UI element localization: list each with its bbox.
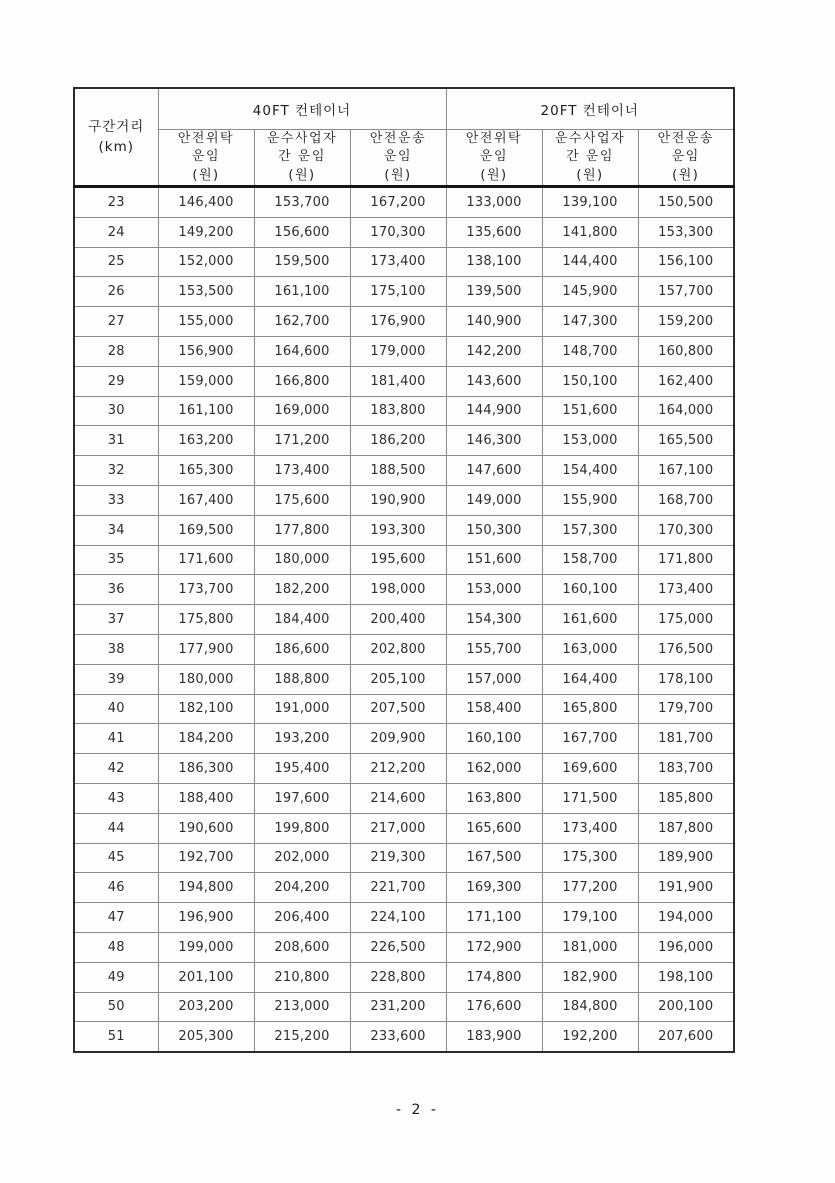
- fare-cell: 207,500: [350, 694, 446, 724]
- fare-cell: 196,000: [638, 932, 734, 962]
- fare-cell: 148,700: [542, 336, 638, 366]
- distance-cell: 39: [74, 664, 158, 694]
- fare-cell: 171,600: [158, 545, 254, 575]
- fare-cell: 142,200: [446, 336, 542, 366]
- fare-cell: 180,000: [158, 664, 254, 694]
- fare-cell: 210,800: [254, 962, 350, 992]
- fare-cell: 144,900: [446, 396, 542, 426]
- fare-cell: 171,800: [638, 545, 734, 575]
- fare-cell: 149,000: [446, 485, 542, 515]
- table-row: [74, 426, 734, 456]
- distance-cell: 32: [74, 456, 158, 486]
- fare-cell: 165,500: [638, 426, 734, 456]
- fare-cell: 161,100: [254, 277, 350, 307]
- table-row: [74, 396, 734, 426]
- fare-cell: 185,800: [638, 783, 734, 813]
- fare-cell: 170,300: [638, 515, 734, 545]
- fare-cell: 176,500: [638, 634, 734, 664]
- fare-cell: 161,100: [158, 396, 254, 426]
- fare-cell: 209,900: [350, 724, 446, 754]
- fare-cell: 194,800: [158, 873, 254, 903]
- table-row: [74, 217, 734, 247]
- table-row: [74, 843, 734, 873]
- fare-cell: 154,400: [542, 456, 638, 486]
- table-row: [74, 754, 734, 784]
- fare-cell: 163,200: [158, 426, 254, 456]
- distance-cell: 45: [74, 843, 158, 873]
- fare-cell: 151,600: [542, 396, 638, 426]
- distance-cell: 35: [74, 545, 158, 575]
- fare-cell: 184,800: [542, 992, 638, 1022]
- fare-cell: 201,100: [158, 962, 254, 992]
- fare-cell: 157,700: [638, 277, 734, 307]
- fare-cell: 221,700: [350, 873, 446, 903]
- fare-cell: 171,100: [446, 903, 542, 933]
- page-number: - 2 -: [396, 1102, 439, 1118]
- fare-cell: 192,700: [158, 843, 254, 873]
- header-group-row: [74, 88, 734, 130]
- fare-cell: 183,900: [446, 1022, 542, 1052]
- fare-cell: 150,100: [542, 366, 638, 396]
- fare-cell: 181,700: [638, 724, 734, 754]
- fare-cell: 156,900: [158, 336, 254, 366]
- fare-cell: 188,500: [350, 456, 446, 486]
- fare-cell: 160,100: [542, 575, 638, 605]
- fare-cell: 146,400: [158, 187, 254, 218]
- table-row: [74, 545, 734, 575]
- table-row: [74, 456, 734, 486]
- fare-cell: 153,300: [638, 217, 734, 247]
- table-row: [74, 187, 734, 218]
- fare-cell: 156,100: [638, 247, 734, 277]
- fare-cell: 162,000: [446, 754, 542, 784]
- fare-cell: 155,700: [446, 634, 542, 664]
- distance-cell: 44: [74, 813, 158, 843]
- fare-cell: 181,000: [542, 932, 638, 962]
- fare-cell: 195,600: [350, 545, 446, 575]
- distance-cell: 26: [74, 277, 158, 307]
- fare-cell: 219,300: [350, 843, 446, 873]
- fare-cell: 159,200: [638, 307, 734, 337]
- fare-cell: 198,100: [638, 962, 734, 992]
- fare-cell: 159,000: [158, 366, 254, 396]
- fare-cell: 179,100: [542, 903, 638, 933]
- fare-cell: 167,500: [446, 843, 542, 873]
- distance-cell: 50: [74, 992, 158, 1022]
- fare-cell: 173,400: [350, 247, 446, 277]
- fare-cell: 161,600: [542, 605, 638, 635]
- fare-cell: 157,300: [542, 515, 638, 545]
- fare-cell: 233,600: [350, 1022, 446, 1052]
- subheader-20ft-consign-fare: 안전위탁 운임 (원): [446, 130, 542, 187]
- distance-cell: 31: [74, 426, 158, 456]
- fare-cell: 177,800: [254, 515, 350, 545]
- fare-cell: 187,800: [638, 813, 734, 843]
- fare-cell: 169,300: [446, 873, 542, 903]
- fare-cell: 191,900: [638, 873, 734, 903]
- distance-cell: 42: [74, 754, 158, 784]
- fare-cell: 190,900: [350, 485, 446, 515]
- table-row: [74, 605, 734, 635]
- table-body: [74, 187, 734, 1053]
- fare-cell: 146,300: [446, 426, 542, 456]
- group-header-40ft: 40FT 컨테이너: [158, 88, 446, 130]
- fare-cell: 205,100: [350, 664, 446, 694]
- fare-cell: 199,000: [158, 932, 254, 962]
- distance-cell: 25: [74, 247, 158, 277]
- fare-cell: 141,800: [542, 217, 638, 247]
- fare-cell: 215,200: [254, 1022, 350, 1052]
- fare-cell: 163,000: [542, 634, 638, 664]
- subheader-20ft-transport-fare: 안전운송 운임 (원): [638, 130, 734, 187]
- fare-cell: 163,800: [446, 783, 542, 813]
- fare-cell: 169,500: [158, 515, 254, 545]
- distance-header-line2: (km): [98, 139, 134, 155]
- fare-cell: 196,900: [158, 903, 254, 933]
- distance-cell: 38: [74, 634, 158, 664]
- fare-cell: 194,000: [638, 903, 734, 933]
- fare-cell: 164,600: [254, 336, 350, 366]
- fare-cell: 188,400: [158, 783, 254, 813]
- fare-cell: 212,200: [350, 754, 446, 784]
- table-row: [74, 873, 734, 903]
- fare-cell: 166,800: [254, 366, 350, 396]
- fare-cell: 138,100: [446, 247, 542, 277]
- fare-cell: 170,300: [350, 217, 446, 247]
- table-row: [74, 783, 734, 813]
- distance-cell: 30: [74, 396, 158, 426]
- table-row: [74, 485, 734, 515]
- fare-cell: 153,000: [446, 575, 542, 605]
- fare-cell: 191,000: [254, 694, 350, 724]
- fare-cell: 184,200: [158, 724, 254, 754]
- fare-cell: 184,400: [254, 605, 350, 635]
- fare-cell: 155,000: [158, 307, 254, 337]
- fare-cell: 186,200: [350, 426, 446, 456]
- subheader-40ft-carrier-fare: 운수사업자 간 운임 (원): [254, 130, 350, 187]
- table-row: [74, 962, 734, 992]
- fare-cell: 160,800: [638, 336, 734, 366]
- fare-cell: 152,000: [158, 247, 254, 277]
- table-row: [74, 903, 734, 933]
- distance-cell: 51: [74, 1022, 158, 1052]
- distance-column-header: [74, 88, 158, 187]
- distance-cell: 23: [74, 187, 158, 218]
- fare-cell: 153,700: [254, 187, 350, 218]
- fare-cell: 203,200: [158, 992, 254, 1022]
- fare-cell: 214,600: [350, 783, 446, 813]
- subheader-40ft-transport-fare: 안전운송 운임 (원): [350, 130, 446, 187]
- fare-cell: 198,000: [350, 575, 446, 605]
- fare-cell: 167,700: [542, 724, 638, 754]
- fare-cell: 192,200: [542, 1022, 638, 1052]
- distance-cell: 49: [74, 962, 158, 992]
- fare-cell: 202,800: [350, 634, 446, 664]
- fare-cell: 169,000: [254, 396, 350, 426]
- fare-cell: 147,300: [542, 307, 638, 337]
- fare-cell: 155,900: [542, 485, 638, 515]
- table-row: [74, 694, 734, 724]
- fare-cell: 171,200: [254, 426, 350, 456]
- fare-cell: 151,600: [446, 545, 542, 575]
- table-row: [74, 724, 734, 754]
- table-row: [74, 307, 734, 337]
- fare-cell: 182,100: [158, 694, 254, 724]
- fare-cell: 167,100: [638, 456, 734, 486]
- distance-cell: 28: [74, 336, 158, 366]
- fare-cell: 153,000: [542, 426, 638, 456]
- subheader-20ft-carrier-fare: 운수사업자 간 운임 (원): [542, 130, 638, 187]
- distance-cell: 27: [74, 307, 158, 337]
- distance-cell: 36: [74, 575, 158, 605]
- fare-cell: 176,600: [446, 992, 542, 1022]
- fare-cell: 183,800: [350, 396, 446, 426]
- fare-cell: 139,500: [446, 277, 542, 307]
- fare-cell: 179,700: [638, 694, 734, 724]
- fare-cell: 183,700: [638, 754, 734, 784]
- distance-cell: 33: [74, 485, 158, 515]
- distance-cell: 37: [74, 605, 158, 635]
- fare-cell: 189,900: [638, 843, 734, 873]
- fare-cell: 173,700: [158, 575, 254, 605]
- fare-cell: 164,000: [638, 396, 734, 426]
- fare-cell: 177,900: [158, 634, 254, 664]
- fare-cell: 190,600: [158, 813, 254, 843]
- distance-header-line1: 구간거리: [88, 118, 145, 135]
- distance-cell: 34: [74, 515, 158, 545]
- fare-cell: 204,200: [254, 873, 350, 903]
- fare-cell: 186,300: [158, 754, 254, 784]
- fare-cell: 135,600: [446, 217, 542, 247]
- fare-cell: 193,300: [350, 515, 446, 545]
- fare-cell: 143,600: [446, 366, 542, 396]
- table-row: [74, 992, 734, 1022]
- table-row: [74, 247, 734, 277]
- fare-cell: 188,800: [254, 664, 350, 694]
- fare-cell: 157,000: [446, 664, 542, 694]
- distance-cell: 47: [74, 903, 158, 933]
- table-row: [74, 277, 734, 307]
- fare-cell: 159,500: [254, 247, 350, 277]
- fare-cell: 193,200: [254, 724, 350, 754]
- fare-cell: 153,500: [158, 277, 254, 307]
- fare-cell: 173,400: [254, 456, 350, 486]
- fare-cell: 179,000: [350, 336, 446, 366]
- table-row: [74, 1022, 734, 1052]
- fare-cell: 217,000: [350, 813, 446, 843]
- table-row: [74, 634, 734, 664]
- fare-cell: 162,700: [254, 307, 350, 337]
- fare-cell: 171,500: [542, 783, 638, 813]
- fare-cell: 164,400: [542, 664, 638, 694]
- table-row: [74, 932, 734, 962]
- fare-cell: 168,700: [638, 485, 734, 515]
- fare-cell: 180,000: [254, 545, 350, 575]
- fare-cell: 165,600: [446, 813, 542, 843]
- fare-cell: 182,200: [254, 575, 350, 605]
- fare-cell: 207,600: [638, 1022, 734, 1052]
- header-sub-row: [74, 130, 734, 187]
- fare-cell: 156,600: [254, 217, 350, 247]
- distance-cell: 24: [74, 217, 158, 247]
- table-row: [74, 515, 734, 545]
- fare-cell: 175,600: [254, 485, 350, 515]
- fare-cell: 172,900: [446, 932, 542, 962]
- fare-cell: 224,100: [350, 903, 446, 933]
- fare-cell: 158,400: [446, 694, 542, 724]
- fare-cell: 149,200: [158, 217, 254, 247]
- fare-cell: 158,700: [542, 545, 638, 575]
- fare-cell: 154,300: [446, 605, 542, 635]
- fare-cell: 150,500: [638, 187, 734, 218]
- fare-cell: 181,400: [350, 366, 446, 396]
- fare-cell: 197,600: [254, 783, 350, 813]
- fare-cell: 199,800: [254, 813, 350, 843]
- fare-cell: 165,300: [158, 456, 254, 486]
- fare-cell: 150,300: [446, 515, 542, 545]
- fare-cell: 176,900: [350, 307, 446, 337]
- container-fare-table: [73, 87, 735, 1053]
- fare-cell: 162,400: [638, 366, 734, 396]
- fare-cell: 147,600: [446, 456, 542, 486]
- fare-cell: 144,400: [542, 247, 638, 277]
- fare-cell: 213,000: [254, 992, 350, 1022]
- fare-cell: 200,100: [638, 992, 734, 1022]
- distance-cell: 48: [74, 932, 158, 962]
- fare-cell: 173,400: [638, 575, 734, 605]
- fare-cell: 231,200: [350, 992, 446, 1022]
- fare-cell: 175,800: [158, 605, 254, 635]
- fare-cell: 228,800: [350, 962, 446, 992]
- table-row: [74, 664, 734, 694]
- distance-cell: 41: [74, 724, 158, 754]
- fare-cell: 195,400: [254, 754, 350, 784]
- distance-cell: 40: [74, 694, 158, 724]
- subheader-40ft-consign-fare: 안전위탁 운임 (원): [158, 130, 254, 187]
- distance-cell: 43: [74, 783, 158, 813]
- fare-cell: 200,400: [350, 605, 446, 635]
- fare-cell: 226,500: [350, 932, 446, 962]
- fare-cell: 182,900: [542, 962, 638, 992]
- fare-cell: 208,600: [254, 932, 350, 962]
- fare-cell: 186,600: [254, 634, 350, 664]
- distance-cell: 29: [74, 366, 158, 396]
- fare-cell: 167,400: [158, 485, 254, 515]
- table-row: [74, 813, 734, 843]
- fare-cell: 202,000: [254, 843, 350, 873]
- fare-cell: 206,400: [254, 903, 350, 933]
- fare-cell: 169,600: [542, 754, 638, 784]
- fare-cell: 175,300: [542, 843, 638, 873]
- table-row: [74, 336, 734, 366]
- fare-cell: 160,100: [446, 724, 542, 754]
- fare-cell: 174,800: [446, 962, 542, 992]
- table-header: [74, 88, 734, 187]
- table-row: [74, 366, 734, 396]
- fare-cell: 140,900: [446, 307, 542, 337]
- table-row: [74, 575, 734, 605]
- fare-cell: 165,800: [542, 694, 638, 724]
- fare-cell: 175,100: [350, 277, 446, 307]
- fare-cell: 177,200: [542, 873, 638, 903]
- fare-cell: 133,000: [446, 187, 542, 218]
- fare-cell: 175,000: [638, 605, 734, 635]
- fare-cell: 145,900: [542, 277, 638, 307]
- fare-cell: 173,400: [542, 813, 638, 843]
- fare-cell: 167,200: [350, 187, 446, 218]
- fare-cell: 178,100: [638, 664, 734, 694]
- fare-cell: 205,300: [158, 1022, 254, 1052]
- distance-cell: 46: [74, 873, 158, 903]
- group-header-20ft: 20FT 컨테이너: [446, 88, 734, 130]
- fare-cell: 139,100: [542, 187, 638, 218]
